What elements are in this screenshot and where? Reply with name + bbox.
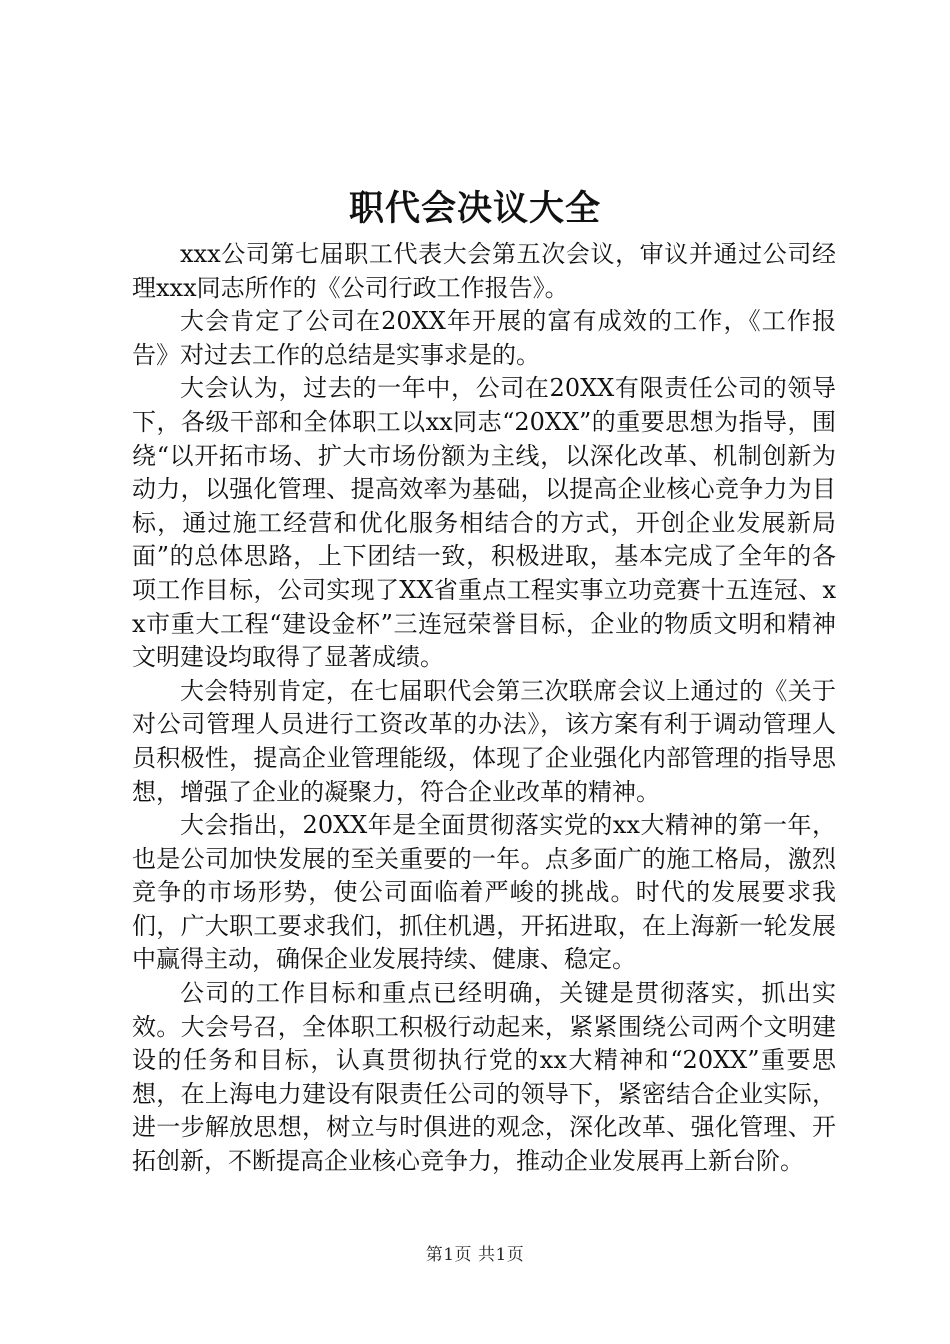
document-body — [132, 238, 836, 1179]
paragraph-2: 大会肯定了公司在20XX年开展的富有成效的工作，《工作报告》对过去工作的总结是实事求是的。 — [132, 307, 836, 369]
page-footer: 第1页 共1页 — [425, 1245, 525, 1265]
paragraph-1: xxx公司第七届职工代表大会第五次会议，审议并通过公司经理xxx同志所作的《公司行政工作报告》。 — [132, 240, 836, 302]
document-title: 职代会决议大全 — [348, 188, 601, 229]
paragraph-6: 公司的工作目标和重点已经明确，关键是贯彻落实，抓出实效。大会号召，全体职工积极行动起来，紧紧围绕公司两个文明建设的任务和目标，认真贯彻执行党的xx大精神和“20XX”重要思想，在上海电力建设有限责任公司的领导下，紧密结合企业实际，进一步解放思想，树立与时俱进的观念，深化改革、强化管理、开拓创新，不断提高企业核心竞争力，推动企业发展再上新台阶。 — [132, 979, 836, 1176]
paragraph-5: 大会指出，20XX年是全面贯彻落实党的xx大精神的第一年，也是公司加快发展的至关重要的一年。点多面广的施工格局，激烈竞争的市场形势，使公司面临着严峻的挑战。时代的发展要求我们，广大职工要求我们，抓住机遇，开拓进取，在上海新一轮发展中赢得主动，确保企业发展持续、健康、稳定。 — [132, 811, 836, 974]
paragraph-3: 大会认为，过去的一年中，公司在20XX有限责任公司的领导下，各级干部和全体职工以xx同志“20XX”的重要思想为指导，围绕“以开拓市场、扩大市场份额为主线，以深化改革、机制创新为动力，以强化管理、提高效率为基础，以提高企业核心竞争力为目标，通过施工经营和优化服务相结合的方式，开创企业发展新局面”的总体思路，上下团结一致，积极进取，基本完成了全年的各项工作目标，公司实现了XX省重点工程实事立功竞赛十五连冠、xx市重大工程“建设金杯”三连冠荣誉目标，企业的物质文明和精神文明建设均取得了显著成绩。 — [132, 374, 836, 672]
paragraph-4: 大会特别肯定，在七届职代会第三次联席会议上通过的《关于对公司管理人员进行工资改革的办法》，该方案有利于调动管理人员积极性，提高企业管理能级，体现了企业强化内部管理的指导思想，增强了企业的凝聚力，符合企业改革的精神。 — [132, 676, 836, 806]
